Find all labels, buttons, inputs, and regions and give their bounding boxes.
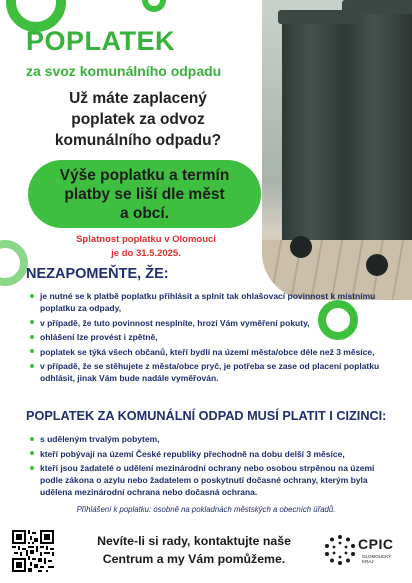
list-item: v případě, že tuto povinnost nesplníte, hrozí Vám vyměření pokuty,: [28, 317, 380, 329]
highlight-pill: [28, 160, 261, 228]
cpic-logo: [324, 534, 404, 570]
page-title: POPLATEK: [26, 26, 176, 56]
bin-shape: [346, 6, 412, 266]
contact-line1: Nevíte-li si rady, kontaktujte naše: [97, 534, 291, 548]
decorative-ring-left: [0, 240, 28, 286]
list-item: ohlášení lze provést i zpětně,: [28, 331, 380, 343]
list-item: s uděleným trvalým pobytem,: [28, 433, 380, 445]
list-item: je nutné se k platbě poplatku přihlásit a splnit tak ohlašovací povinnost k místnímu poplatku za odpady,: [28, 290, 380, 314]
logo-name: CPIC: [358, 536, 394, 552]
registration-note: Přihlášení k poplatku: osobně na pokladnách městských a obecních úřadů.: [76, 505, 336, 514]
section2-heading: POPLATEK ZA KOMUNÁLNÍ ODPAD MUSÍ PLATIT I CIZINCI:: [26, 409, 387, 423]
contact-message: [64, 532, 324, 568]
list-item: kteří jsou žadatelé o udělení mezinárodní ochrany nebo osobou strpěnou na území podle zákona o azylu nebo žadatelem o poskytnutí dočasné ochrany, kterým byla udělena mezinárodní ochrana nebo dočasná ochrana.: [28, 462, 380, 499]
section1-heading: NEZAPOMEŇTE, ŽE:: [26, 266, 169, 282]
question-text: Už máte zaplacený poplatek za odvoz komunálního odpadu?: [54, 90, 222, 149]
highlight-text: Výše poplatku a termín platby se liší dle měst a obcí.: [59, 166, 230, 222]
waste-bins-photo: [262, 0, 412, 300]
deadline-notice: [30, 233, 262, 261]
contact-line2: Centrum a my Vám pomůžeme.: [102, 552, 286, 566]
bin-wheel: [290, 236, 312, 258]
bin-wheel: [366, 254, 388, 276]
deadline-line1: Splatnost poplatku v Olomouci: [76, 234, 216, 245]
bin-shape: [282, 18, 354, 248]
deadline-line2: je do 31.5.2025.: [111, 248, 181, 259]
logo-subtext: OLOMOUCKÝ KRAJ: [362, 554, 392, 564]
bin-lid: [342, 0, 412, 14]
cpic-logo-icon: [324, 534, 356, 566]
list-item: v případě, že se stěhujete z města/obce pryč, je potřeba se zase od placení poplatku odhlásit, jinak Vám bude nadále vyměřován.: [28, 360, 380, 384]
section2-list: [28, 433, 380, 501]
section1-list: [28, 290, 380, 387]
list-item: kteří pobývají na území České republiky přechodně na dobu delší 3 měsíce,: [28, 448, 380, 460]
list-item: poplatek se týká všech občanů, kteří bydlí na území města/obce déle než 3 měsíce,: [28, 346, 380, 358]
decorative-ring-top: [142, 0, 166, 12]
qr-code-icon[interactable]: [12, 530, 54, 572]
page-subtitle: za svoz komunálního odpadu: [26, 63, 222, 79]
